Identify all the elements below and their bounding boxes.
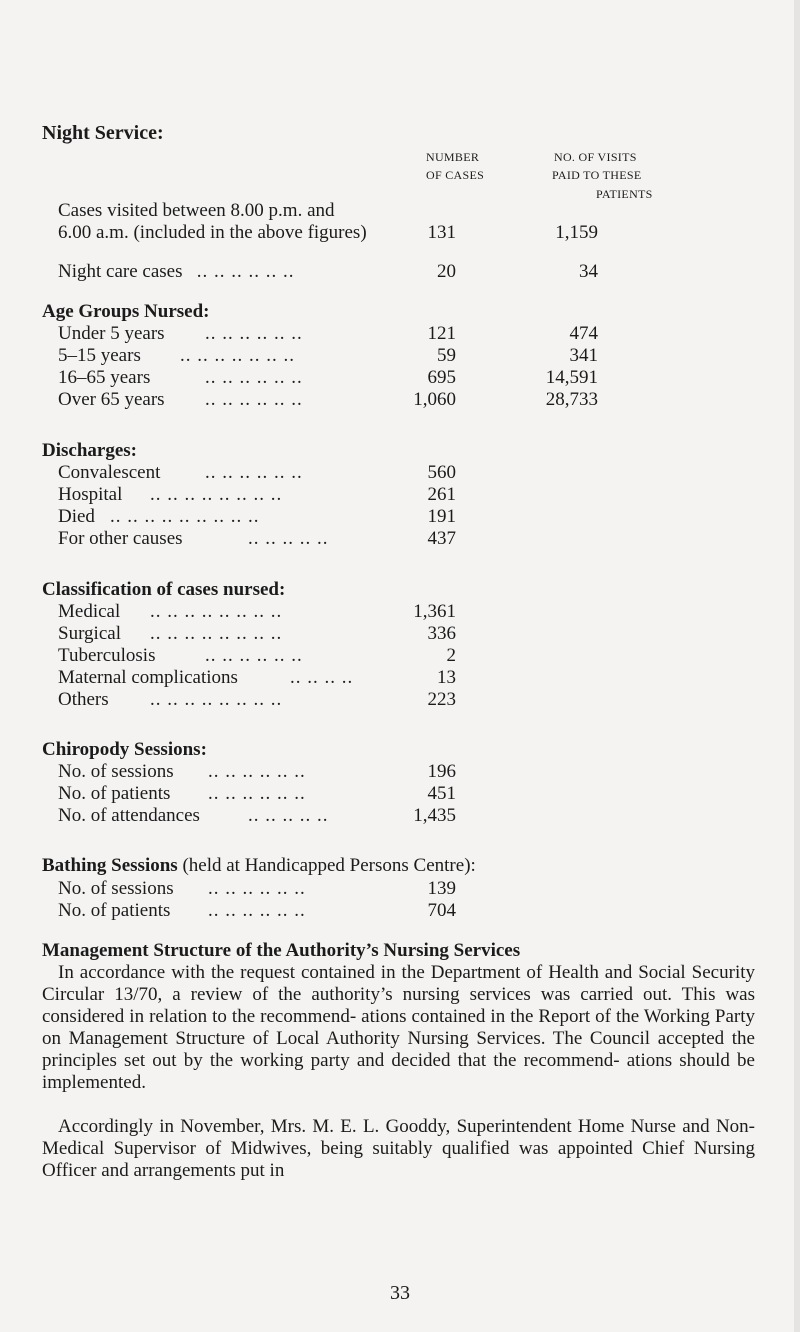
classification-heading: Classification of cases nursed: (42, 579, 286, 600)
classification-row-value: 2 (446, 645, 456, 666)
discharge-row-label: Died (58, 506, 95, 527)
classification-row-label: Others (58, 689, 109, 710)
col2-header-line3: PATIENTS (596, 187, 653, 201)
bathing-heading: Bathing Sessions (held at Handicapped Persons Centre): (42, 855, 476, 876)
discharge-row-value: 560 (427, 462, 456, 483)
classification-row-value: 13 (437, 667, 456, 688)
classification-row-value: 1,361 (413, 601, 456, 622)
leader-dots: .. .. .. .. .. .. (208, 878, 306, 899)
age-row-label: Over 65 years (58, 389, 165, 410)
leader-dots: .. .. .. .. .. (248, 805, 329, 826)
leader-dots: .. .. .. .. .. .. .. (180, 345, 295, 366)
cases-visited-label-line2: 6.00 a.m. (included in the above figures) (58, 222, 367, 243)
discharge-row-label: For other causes (58, 528, 183, 549)
classification-row-value: 223 (427, 689, 456, 710)
cases-visited-visits: 1,159 (555, 222, 598, 243)
age-row-cases: 59 (437, 345, 456, 366)
discharge-row-label: Convalescent (58, 462, 161, 483)
leader-dots: .. .. .. .. .. .. .. .. (150, 689, 283, 710)
age-row-visits: 14,591 (545, 367, 598, 388)
discharges-heading: Discharges: (42, 440, 137, 461)
leader-dots: .. .. .. .. .. .. .. .. .. (110, 506, 260, 527)
col1-header-line2: OF CASES (426, 168, 485, 182)
leader-dots: .. .. .. .. .. .. .. .. (150, 484, 283, 505)
chiropody-row-label: No. of patients (58, 783, 171, 804)
classification-row-label: Surgical (58, 623, 121, 644)
discharge-row-label: Hospital (58, 484, 123, 505)
page-edge (794, 0, 800, 1332)
col1-header-line1: NUMBER (426, 150, 480, 164)
bathing-row-label: No. of patients (58, 900, 171, 921)
age-row-visits: 341 (569, 345, 598, 366)
age-row-label: 5–15 years (58, 345, 141, 366)
discharge-row-value: 261 (427, 484, 456, 505)
col2-header-line1: NO. OF VISITS (554, 150, 637, 164)
chiropody-row-value: 1,435 (413, 805, 456, 826)
management-paragraph-2: Accordingly in November, Mrs. M. E. L. Gooddy, Superintendent Home Nurse and Non-Medical Supervisor of Midwives, being suitably qualified was appointed Chief Nursing Officer and arrangements put in (42, 1116, 755, 1181)
age-row-visits: 28,733 (545, 389, 598, 410)
age-row-visits: 474 (569, 323, 598, 344)
night-care-visits: 34 (579, 261, 598, 282)
leader-dots: .. .. .. .. .. .. (205, 323, 303, 344)
chiropody-row-label: No. of attendances (58, 805, 200, 826)
leader-dots: .. .. .. .. .. .. (205, 462, 303, 483)
leader-dots: .. .. .. .. .. .. .. .. (150, 623, 283, 644)
leader-dots: .. .. .. .. .. .. (205, 389, 303, 410)
bathing-row-value: 139 (427, 878, 456, 899)
classification-row-label: Medical (58, 601, 121, 622)
leader-dots: .. .. .. .. .. (248, 528, 329, 549)
night-service-heading: Night Service: (42, 122, 164, 144)
management-heading: Management Structure of the Authority’s Nursing Services (42, 940, 521, 961)
night-care-cases: 20 (437, 261, 456, 282)
discharge-row-value: 437 (427, 528, 456, 549)
discharge-row-value: 191 (427, 506, 456, 527)
age-row-label: Under 5 years (58, 323, 165, 344)
classification-row-label: Maternal complications (58, 667, 238, 688)
leader-dots: .. .. .. .. .. .. .. .. (150, 601, 283, 622)
chiropody-heading: Chiropody Sessions: (42, 739, 207, 760)
chiropody-row-label: No. of sessions (58, 761, 174, 782)
cases-visited-label-line1: Cases visited between 8.00 p.m. and (58, 200, 335, 221)
leader-dots: .. .. .. .. (290, 667, 354, 688)
age-groups-heading: Age Groups Nursed: (42, 301, 210, 322)
leader-dots: .. .. .. .. .. .. (208, 783, 306, 804)
leader-dots: .. .. .. .. .. .. (208, 900, 306, 921)
chiropody-row-value: 451 (427, 783, 456, 804)
classification-row-value: 336 (427, 623, 456, 644)
leader-dots: .. .. .. .. .. .. (208, 761, 306, 782)
chiropody-row-value: 196 (427, 761, 456, 782)
management-paragraph-1: In accordance with the request contained in the Department of Health and Social Security Circular 13/70, a review of the authority’s nursing services was carried out. This was considered in relation to the recommend- ations contained in the Report of the Working Party on Management Structure of Local Authority Nursing Services. The Council accepted the principles set out by the working party and decided that the recommend- ations should be implemented. (42, 962, 755, 1093)
age-row-label: 16–65 years (58, 367, 151, 388)
age-row-cases: 1,060 (413, 389, 456, 410)
col2-header-line2: PAID TO THESE (552, 168, 642, 182)
cases-visited-cases: 131 (427, 222, 456, 243)
page-number: 33 (390, 1282, 410, 1304)
bathing-row-label: No. of sessions (58, 878, 174, 899)
night-care-label: Night care cases .. .. .. .. .. .. (58, 261, 295, 282)
bathing-row-value: 704 (427, 900, 456, 921)
age-row-cases: 121 (427, 323, 456, 344)
leader-dots: .. .. .. .. .. .. (205, 367, 303, 388)
classification-row-label: Tuberculosis (58, 645, 156, 666)
age-row-cases: 695 (427, 367, 456, 388)
leader-dots: .. .. .. .. .. .. (205, 645, 303, 666)
